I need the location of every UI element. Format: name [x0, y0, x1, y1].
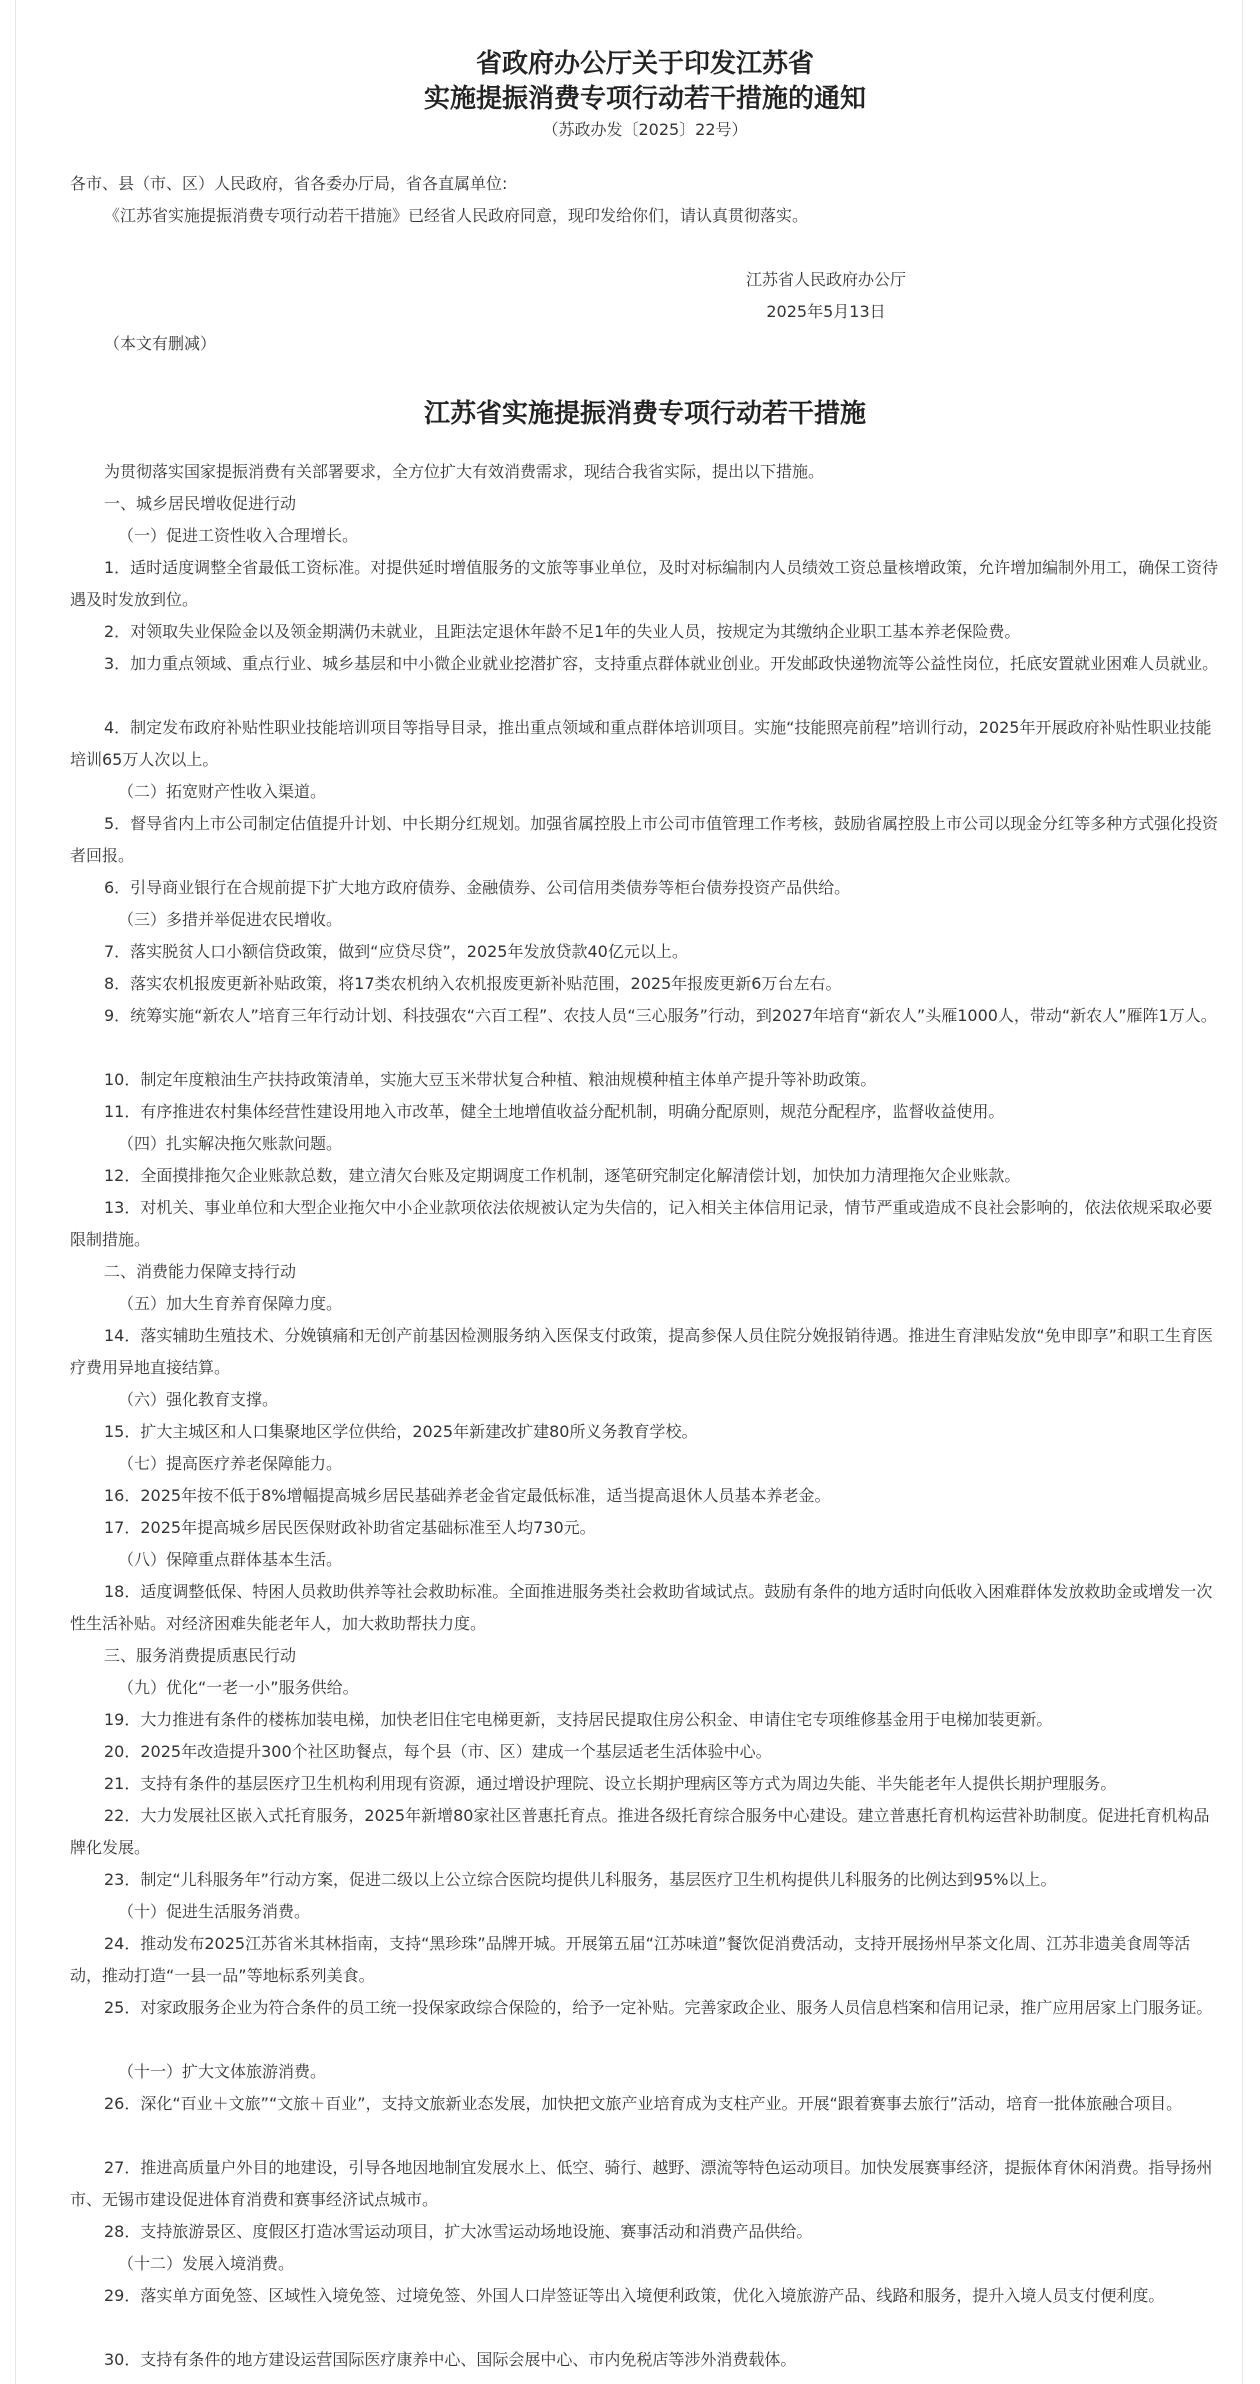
- measure-item: 1．适时适度调整全省最低工资标准。对提供延时增值服务的文旅等事业单位，及时对标编制内人员绩效工资总量核增政策，允许增加编制外用工，确保工资待遇及时发放到位。: [70, 558, 1219, 609]
- measure-item: 19．大力推进有条件的楼栋加装电梯，加快老旧住宅电梯更新，支持居民提取住房公积金、申请住宅专项维修基金用于电梯加装更新。: [104, 1710, 1053, 1729]
- section-heading: 二、消费能力保障支持行动: [104, 1262, 297, 1281]
- measure-item: 14．落实辅助生殖技术、分娩镇痛和无创产前基因检测服务纳入医保支付政策，提高参保人员住院分娩报销待遇。推进生育津贴发放“免申即享”和职工生育医疗费用异地直接结算。: [70, 1326, 1213, 1377]
- notice-title-line1: 省政府办公厅关于印发江苏省: [475, 49, 814, 79]
- measure-item: 12．全面摸排拖欠企业账款总数，建立清欠台账及定期调度工作机制，逐笔研究制定化解清偿计划，加快加力清理拖欠企业账款。: [104, 1166, 1021, 1185]
- measure-item: 21．支持有条件的基层医疗卫生机构利用现有资源，通过增设护理院、设立长期护理病区等方式为周边失能、半失能老年人提供长期护理服务。: [104, 1774, 1117, 1793]
- measure-item: 10．制定年度粮油生产扶持政策清单，实施大豆玉米带状复合种植、粮油规模种植主体单产提升等补助政策。: [104, 1070, 877, 1089]
- measure-item: 2．对领取失业保险金以及领金期满仍未就业，且距法定退休年龄不足1年的失业人员，按规定为其缴纳企业职工基本养老保险费。: [104, 622, 1021, 641]
- intro-paragraph: 为贯彻落实国家提振消费有关部署要求，全方位扩大有效消费需求，现结合我省实际，提出以下措施。: [104, 462, 825, 481]
- measure-item: 3．加力重点领域、重点行业、城乡基层和中小微企业就业挖潜扩容，支持重点群体就业创业。开发邮政快递物流等公益性岗位，托底安置就业困难人员就业。: [104, 654, 1219, 673]
- measure-item: 20．2025年改造提升300个社区助餐点，每个县（市、区）建成一个基层适老生活体验中心。: [104, 1742, 772, 1761]
- subsection-heading: （十一）扩大文体旅游消费。: [118, 2062, 327, 2081]
- measure-item: 27．推进高质量户外目的地建设，引导各地因地制宜发展水上、低空、骑行、越野、漂流等特色运动项目。加快发展赛事经济，提振体育休闲消费。指导扬州市、无锡市建设促进体育消费和赛事经济试点城市。: [70, 2158, 1213, 2209]
- measure-item: 18．适度调整低保、特困人员救助供养等社会救助标准。全面推进服务类社会救助省域试点。鼓励有条件的地方适时向低收入困难群体发放救助金或增发一次性生活补贴。对经济困难失能老年人，加大救助帮扶力度。: [70, 1582, 1213, 1633]
- measure-item: 23．制定“儿科服务年”行动方案，促进二级以上公立综合医院均提供儿科服务，基层医疗卫生机构提供儿科服务的比例达到95%以上。: [104, 1870, 1057, 1889]
- measure-item: 24．推动发布2025江苏省米其林指南，支持“黑珍珠”品牌开城。开展第五届“江苏味道”餐饮促消费活动，支持开展扬州早茶文化周、江苏非遗美食周等活动，推动打造“一县一品”等地标系列美食。: [70, 1934, 1191, 1985]
- subsection-heading: （九）优化“一老一小”服务供给。: [118, 1678, 359, 1697]
- subsection-heading: （十二）发展入境消费。: [118, 2254, 295, 2273]
- measure-item: 30．支持有条件的地方建设运营国际医疗康养中心、国际会展中心、市内免税店等涉外消费载体。: [104, 2350, 797, 2369]
- issuer: 江苏省人民政府办公厅: [745, 270, 906, 289]
- notice-title-line2: 实施提振消费专项行动若干措施的通知: [423, 84, 866, 114]
- subsection-heading: （六）强化教育支撑。: [118, 1390, 279, 1409]
- measure-item: 17．2025年提高城乡居民医保财政补助省定基础标准至人均730元。: [104, 1518, 596, 1537]
- subsection-heading: （八）保障重点群体基本生活。: [118, 1550, 343, 1569]
- measure-item: 25．对家政服务企业为符合条件的员工统一投保家政综合保险的，给予一定补贴。完善家政企业、服务人员信息档案和信用记录，推广应用居家上门服务证。: [104, 1998, 1213, 2017]
- measure-item: 13．对机关、事业单位和大型企业拖欠中小企业款项依法依规被认定为失信的，记入相关主体信用记录，情节严重或造成不良社会影响的，依法依规采取必要限制措施。: [70, 1198, 1213, 1249]
- measure-item: 26．深化“百业＋文旅”“文旅＋百业”，支持文旅新业态发展，加快把文旅产业培育成为支柱产业。开展“跟着赛事去旅行”活动，培育一批体旅融合项目。: [104, 2094, 1183, 2113]
- subsection-heading: （四）扎实解决拖欠账款问题。: [118, 1134, 343, 1153]
- subsection-heading: （二）拓宽财产性收入渠道。: [118, 782, 327, 801]
- section-heading: 一、城乡居民增收促进行动: [104, 494, 297, 513]
- subsection-heading: （三）多措并举促进农民增收。: [118, 910, 343, 929]
- subsection-heading: （一）促进工资性收入合理增长。: [118, 526, 359, 545]
- subsection-heading: （五）加大生育养育保障力度。: [118, 1294, 343, 1313]
- measure-item: 11．有序推进农村集体经营性建设用地入市改革，健全土地增值收益分配机制，明确分配原则，规范分配程序，监督收益使用。: [104, 1102, 1005, 1121]
- issue-date: 2025年5月13日: [766, 302, 886, 321]
- measure-item: 6．引导商业银行在合规前提下扩大地方政府债券、金融债券、公司信用类债券等柜台债券投资产品供给。: [104, 878, 851, 897]
- measure-item: 15．扩大主城区和人口集聚地区学位供给，2025年新建改扩建80所义务教育学校。: [104, 1422, 698, 1441]
- abridged-note: （本文有删减）: [104, 334, 217, 353]
- measure-item: 28．支持旅游景区、度假区打造冰雪运动项目，扩大冰雪运动场地设施、赛事活动和消费产品供给。: [104, 2222, 813, 2241]
- measure-item: 9．统筹实施“新农人”培育三年行动计划、科技强农“六百工程”、农技人员“三心服务”行动，到2027年培育“新农人”头雁1000人，带动“新农人”雁阵1万人。: [104, 1006, 1217, 1025]
- measure-item: 22．大力发展社区嵌入式托育服务，2025年新增80家社区普惠托育点。推进各级托育综合服务中心建设。建立普惠托育机构运营补助制度。促进托育机构品牌化发展。: [70, 1806, 1210, 1857]
- measures-title: 江苏省实施提振消费专项行动若干措施: [423, 399, 866, 429]
- subsection-heading: （十）促进生活服务消费。: [118, 1902, 311, 1921]
- measure-item: 7．落实脱贫人口小额信贷政策，做到“应贷尽贷”，2025年发放贷款40亿元以上。: [104, 942, 688, 961]
- notice-body: 《江苏省实施提振消费专项行动若干措施》已经省人民政府同意，现印发给你们，请认真贯彻落实。: [104, 206, 809, 225]
- section-heading: 三、服务消费提质惠民行动: [104, 1646, 297, 1665]
- subsection-heading: （七）提高医疗养老保障能力。: [118, 1454, 343, 1473]
- addressee: 各市、县（市、区）人民政府，省各委办厅局，省各直属单位:: [70, 174, 508, 193]
- document-number: （苏政办发〔2025〕22号）: [542, 120, 748, 139]
- measure-item: 5．督导省内上市公司制定估值提升计划、中长期分红规划。加强省属控股上市公司市值管理工作考核，鼓励省属控股上市公司以现金分红等多种方式强化投资者回报。: [70, 814, 1219, 865]
- measure-item: 29．落实单方面免签、区域性入境免签、过境免签、外国人口岸签证等出入境便利政策，优化入境旅游产品、线路和服务，提升入境人员支付便利度。: [104, 2286, 1165, 2305]
- measure-item: 4．制定发布政府补贴性职业技能培训项目等指导目录，推出重点领域和重点群体培训项目。实施“技能照亮前程”培训行动，2025年开展政府补贴性职业技能培训65万人次以上。: [70, 718, 1212, 769]
- measure-item: 8．落实农机报废更新补贴政策，将17类农机纳入农机报废更新补贴范围，2025年报废更新6万台左右。: [104, 974, 842, 993]
- measure-item: 16．2025年按不低于8%增幅提高城乡居民基础养老金省定最低标准，适当提高退休人员基本养老金。: [104, 1486, 831, 1505]
